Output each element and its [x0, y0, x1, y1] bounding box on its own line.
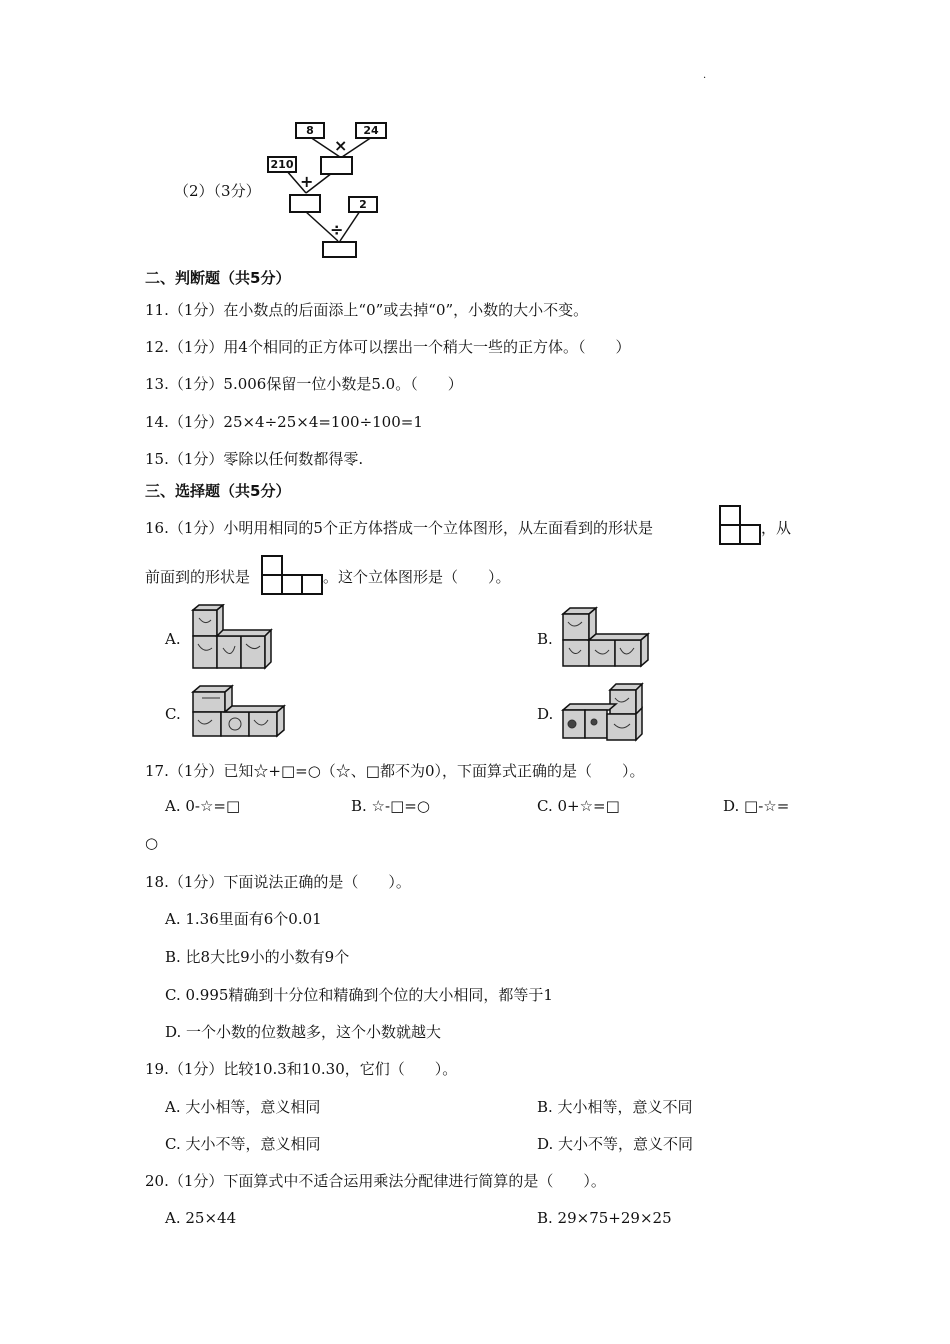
question-18-option-a: A. 1.36里面有6个0.01 — [165, 910, 322, 928]
question-19-option-b: B. 大小相等，意义不同 — [537, 1098, 693, 1116]
section-title-judgment: 二、判断题（共5分） — [145, 269, 291, 287]
left-view-shape — [720, 506, 760, 544]
page-dot: . — [703, 70, 707, 81]
plus-sign: + — [300, 172, 314, 191]
question-17-option-d: D. □-☆= — [723, 797, 790, 815]
question-16-text-line2: 前面到的形状是 — [145, 568, 251, 586]
question-17-option-a: A. 0-☆=□ — [165, 797, 241, 815]
empty-result-box — [289, 194, 321, 213]
question-19: 19.（1分）比较10.3和10.30，它们（ ）。 — [145, 1060, 458, 1078]
question-19-option-d: D. 大小不等，意义不同 — [537, 1135, 694, 1153]
question-16-text: 16.（1分）小明用相同的5个正方体搭成一个立体图形，从左面看到的形状是 — [145, 519, 653, 537]
question-20-option-a: A. 25×44 — [165, 1209, 237, 1227]
question-17-option-c: C. 0+☆=□ — [537, 797, 620, 815]
option-a-cubes-image — [190, 604, 275, 672]
question-15: 15.（1分）零除以任何数都得零. — [145, 450, 364, 468]
section-title-choice: 三、选择题（共5分） — [145, 482, 291, 500]
question-18: 18.（1分）下面说法正确的是（ ）。 — [145, 873, 411, 891]
option-b-cubes-image — [560, 606, 652, 670]
empty-result-box — [320, 156, 353, 175]
empty-final-box — [322, 241, 357, 258]
number-box-2: 2 — [348, 196, 378, 213]
multiply-sign: × — [334, 136, 348, 155]
question-20: 20.（1分）下面算式中不适合运用乘法分配律进行简算的是（ ）。 — [145, 1172, 606, 1190]
number-box-24: 24 — [355, 122, 387, 139]
divide-sign: ÷ — [330, 220, 344, 239]
option-c-cubes-image — [188, 684, 288, 740]
question-18-option-d: D. 一个小数的位数越多，这个小数就越大 — [165, 1023, 442, 1041]
diagram-label: （2）（3分） — [174, 182, 261, 200]
question-14: 14.（1分）25×4÷25×4=100÷100=1 — [145, 413, 423, 431]
question-19-option-a: A. 大小相等，意义相同 — [165, 1098, 321, 1116]
question-20-option-b: B. 29×75+29×25 — [537, 1209, 672, 1227]
question-16-text-end: 。这个立体图形是（ ）。 — [323, 568, 511, 586]
question-11: 11.（1分）在小数点的后面添上“0”或去掉“0”，小数的大小不变。 — [145, 301, 589, 319]
option-c-label: C. — [165, 705, 181, 723]
question-18-option-b: B. 比8大比9小的小数有9个 — [165, 948, 350, 966]
question-16-text-cont: ，从 — [761, 519, 792, 537]
question-18-option-c: C. 0.995精确到十分位和精确到个位的大小相同，都等于1 — [165, 986, 553, 1004]
option-b-label: B. — [537, 630, 553, 648]
option-d-label: D. — [537, 705, 554, 723]
number-box-210: 210 — [267, 156, 297, 173]
option-d-cubes-image — [560, 682, 646, 744]
question-13: 13.（1分）5.006保留一位小数是5.0。（ ） — [145, 375, 463, 393]
option-a-label: A. — [165, 630, 181, 648]
question-17: 17.（1分）已知☆+□=○（☆、□都不为0），下面算式正确的是（ ）。 — [145, 762, 645, 780]
question-17-option-d-wrap: ○ — [145, 834, 159, 852]
number-box-8: 8 — [295, 122, 325, 139]
question-19-option-c: C. 大小不等，意义相同 — [165, 1135, 321, 1153]
front-view-shape — [262, 556, 322, 594]
question-17-option-b: B. ☆-□=○ — [351, 797, 430, 815]
question-12: 12.（1分）用4个相同的正方体可以摆出一个稍大一些的正方体。（ ） — [145, 338, 631, 356]
